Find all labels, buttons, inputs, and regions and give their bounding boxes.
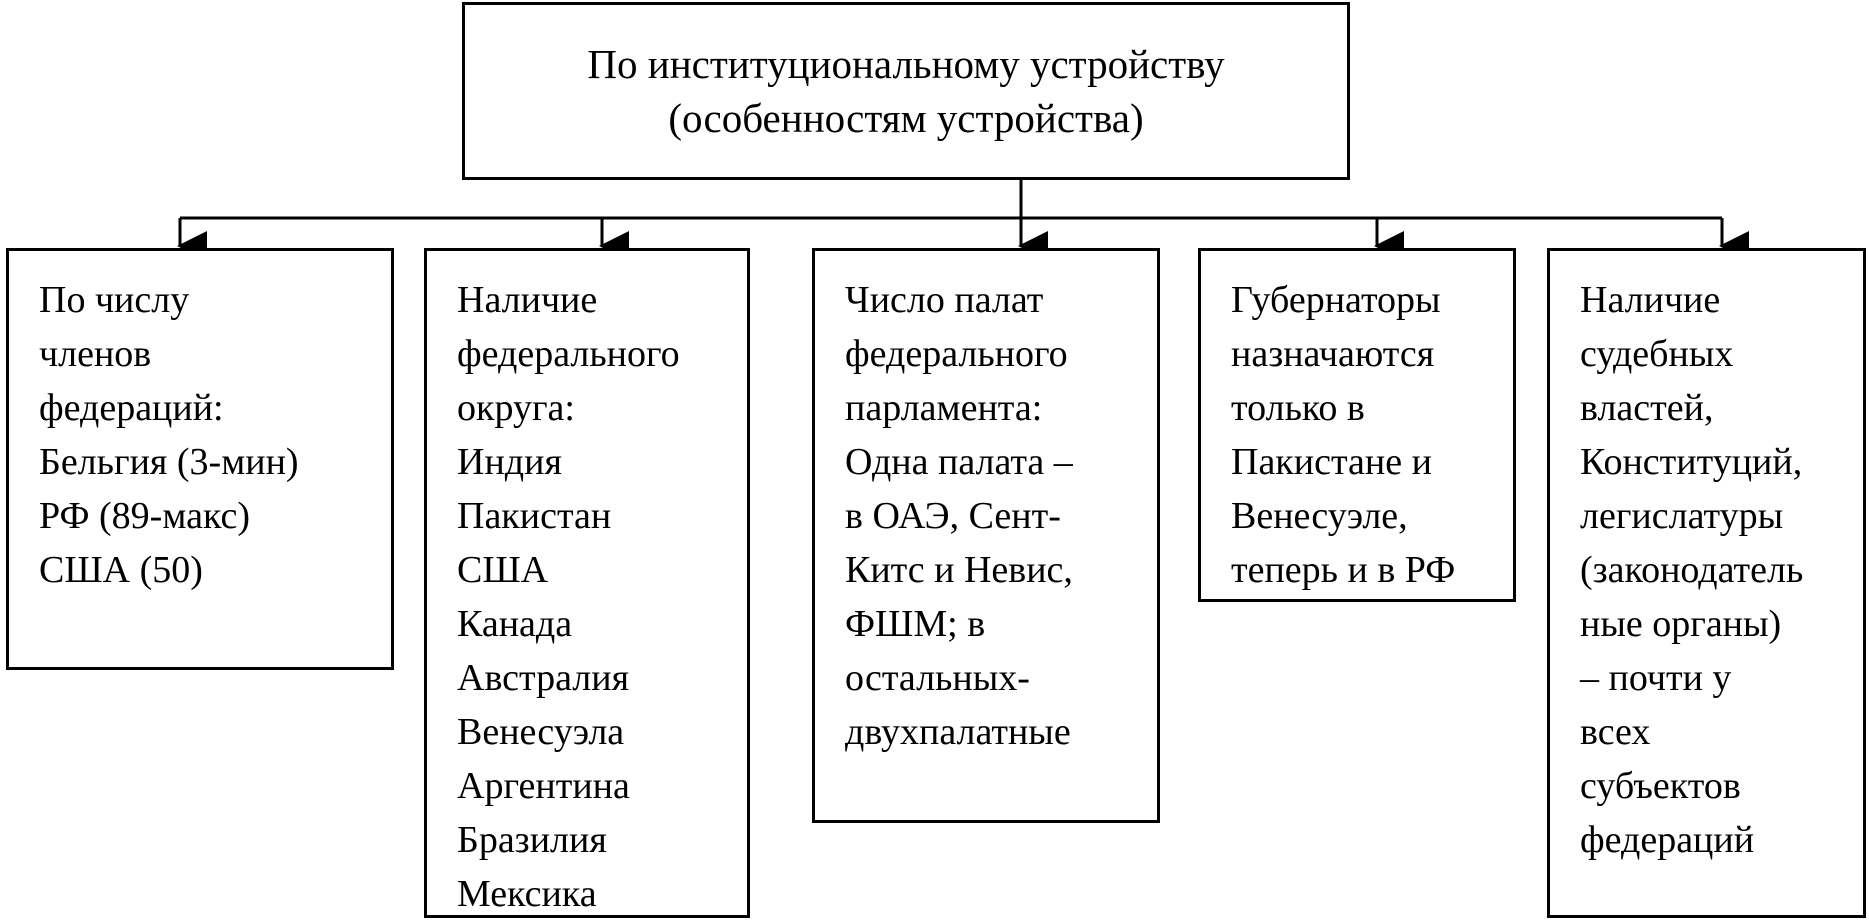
category-judicial-constitutions: Наличие судебных властей, Конституций, легислатуры (законодатель ные органы) – почти у всех субъектов федераций xyxy=(1547,248,1866,918)
root-line-2: (особенностям устройства) xyxy=(668,95,1144,141)
root-node xyxy=(462,2,1350,180)
category-federal-district: Наличие федерального округа: Индия Пакистан США Канада Австралия Венесуэла Аргентина Бразилия Мексика xyxy=(424,248,750,918)
category-member-count: По числу членов федераций: Бельгия (3-мин) РФ (89-макс) США (50) xyxy=(6,248,394,670)
root-line-1: По институциональному устройству xyxy=(587,41,1225,87)
category-parliament-chambers: Число палат федерального парламента: Одна палата – в ОАЭ, Сент- Китс и Невис, ФШМ; в остальных- двухпалатные xyxy=(812,248,1160,823)
category-governors: Губернаторы назначаются только в Пакистане и Венесуэле, теперь и в РФ xyxy=(1198,248,1516,602)
